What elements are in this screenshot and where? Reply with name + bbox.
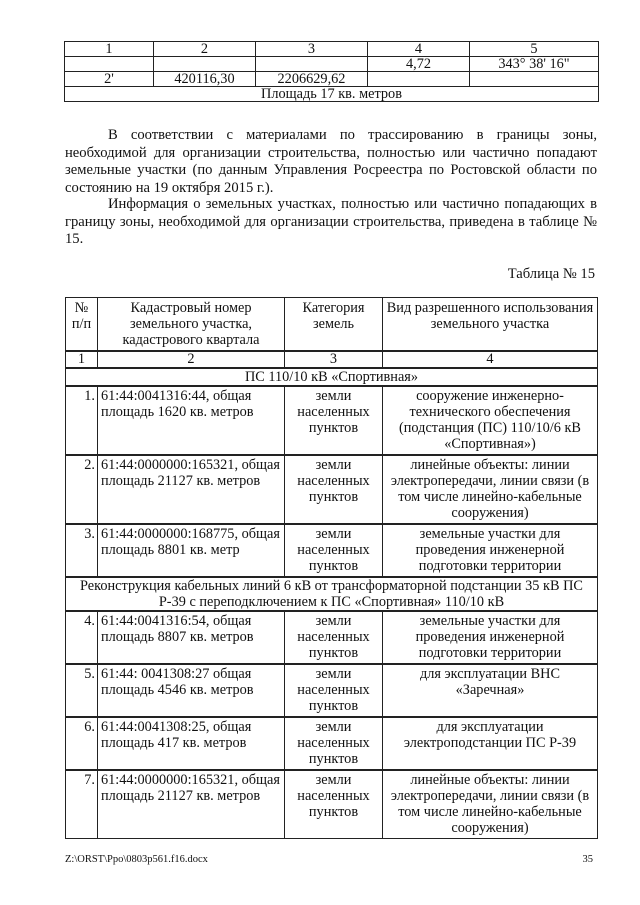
column-index-row xyxy=(66,351,598,368)
row-number: 1. xyxy=(66,386,98,455)
x-coordinate-cell: 420116,30 xyxy=(154,72,256,87)
table-row xyxy=(66,386,598,455)
row-number: 6. xyxy=(66,717,98,770)
use-cell: земельные участки для проведения инженерной подготовки территории xyxy=(383,611,598,664)
header-category: Категория земель xyxy=(285,298,383,352)
area-row xyxy=(65,87,599,102)
col-header: 1 xyxy=(65,42,154,57)
table-row xyxy=(65,72,599,87)
category-cell: земли населенных пунктов xyxy=(285,611,383,664)
point-cell: 2' xyxy=(65,72,154,87)
column-index: 1 xyxy=(66,351,98,368)
paragraph-2: Информация о земельных участках, полностью или частично попадающих в границу зоны, необходимой для организации строительства, приведена в таблице № 15. xyxy=(65,196,597,247)
table-row xyxy=(66,524,598,577)
section-title: Реконструкция кабельных линий 6 кВ от трансформаторной подстанции 35 кВ ПС Р-39 с переподключением к ПС «Спортивная» 110/10 кВ xyxy=(66,577,598,611)
use-cell: земельные участки для проведения инженерной подготовки территории xyxy=(383,524,598,577)
category-cell: земли населенных пунктов xyxy=(285,717,383,770)
col-header: 2 xyxy=(154,42,256,57)
section-title: ПС 110/10 кВ «Спортивная» xyxy=(66,368,598,386)
header-use: Вид разрешенного использования земельного участка xyxy=(383,298,598,352)
category-cell: земли населенных пунктов xyxy=(285,664,383,717)
table-row xyxy=(66,770,598,839)
section-row xyxy=(66,368,598,386)
section-row xyxy=(66,577,598,611)
table-row xyxy=(66,611,598,664)
category-cell: земли населенных пунктов xyxy=(285,386,383,455)
col-header: 4 xyxy=(368,42,470,57)
table-header-row xyxy=(66,298,598,352)
use-cell: линейные объекты: линии электропередачи, линии связи (в том числе линейно-кабельные сооружения) xyxy=(383,770,598,839)
area-cell: Площадь 17 кв. метров xyxy=(65,87,599,102)
use-cell: линейные объекты: линии электропередачи, линии связи (в том числе линейно-кабельные сооружения) xyxy=(383,455,598,524)
row-number: 7. xyxy=(66,770,98,839)
use-cell: для эксплуатации ВНС «Заречная» xyxy=(383,664,598,717)
table-caption: Таблица № 15 xyxy=(507,266,595,282)
cadastral-cell: 61:44:0041316:54, общая площадь 8807 кв. метров xyxy=(98,611,285,664)
table-row xyxy=(66,455,598,524)
cadastral-cell: 61:44:0041316:44, общая площадь 1620 кв. метров xyxy=(98,386,285,455)
cadastral-cell: 61:44:0000000:168775, общая площадь 8801 кв. метр xyxy=(98,524,285,577)
column-index: 2 xyxy=(98,351,285,368)
cadastral-cell: 61:44:0041308:25, общая площадь 417 кв. метров xyxy=(98,717,285,770)
table-row xyxy=(66,664,598,717)
land-plots-table xyxy=(65,297,598,839)
table-row xyxy=(65,57,599,72)
header-cadastral: Кадастровый номер земельного участка, кадастрового квартала xyxy=(98,298,285,352)
cadastral-cell: 61:44: 0041308:27 общая площадь 4546 кв. метров xyxy=(98,664,285,717)
column-index: 3 xyxy=(285,351,383,368)
row-number: 5. xyxy=(66,664,98,717)
row-number: 2. xyxy=(66,455,98,524)
row-number: 3. xyxy=(66,524,98,577)
header-number: № п/п xyxy=(66,298,98,352)
y-coordinate-cell: 2206629,62 xyxy=(256,72,368,87)
distance-cell: 4,72 xyxy=(368,57,470,72)
category-cell: земли населенных пунктов xyxy=(285,455,383,524)
coordinates-table xyxy=(64,41,599,102)
page-number: 35 xyxy=(582,854,593,865)
column-index: 4 xyxy=(383,351,598,368)
use-cell: для эксплуатации электроподстанции ПС Р-39 xyxy=(383,717,598,770)
paragraph-1: В соответствии с материалами по трассированию в границы зоны, необходимой для организации строительства, полностью или частично попадают земельные участки (по данным Управления Росреестра по Ростовской области по состоянию на 19 октября 2015 г.). xyxy=(65,127,597,196)
table-row xyxy=(66,717,598,770)
use-cell: сооружение инженерно-технического обеспечения (подстанция (ПС) 110/10/6 кВ «Спортивная») xyxy=(383,386,598,455)
coordinates-header-row xyxy=(65,42,599,57)
footer-file-path: Z:\ORST\Ppo\0803p561.f16.docx xyxy=(65,854,208,865)
col-header: 5 xyxy=(470,42,599,57)
col-header: 3 xyxy=(256,42,368,57)
category-cell: земли населенных пунктов xyxy=(285,770,383,839)
cadastral-cell: 61:44:0000000:165321, общая площадь 21127 кв. метров xyxy=(98,770,285,839)
category-cell: земли населенных пунктов xyxy=(285,524,383,577)
cadastral-cell: 61:44:0000000:165321, общая площадь 21127 кв. метров xyxy=(98,455,285,524)
row-number: 4. xyxy=(66,611,98,664)
angle-cell: 343° 38' 16" xyxy=(470,57,599,72)
